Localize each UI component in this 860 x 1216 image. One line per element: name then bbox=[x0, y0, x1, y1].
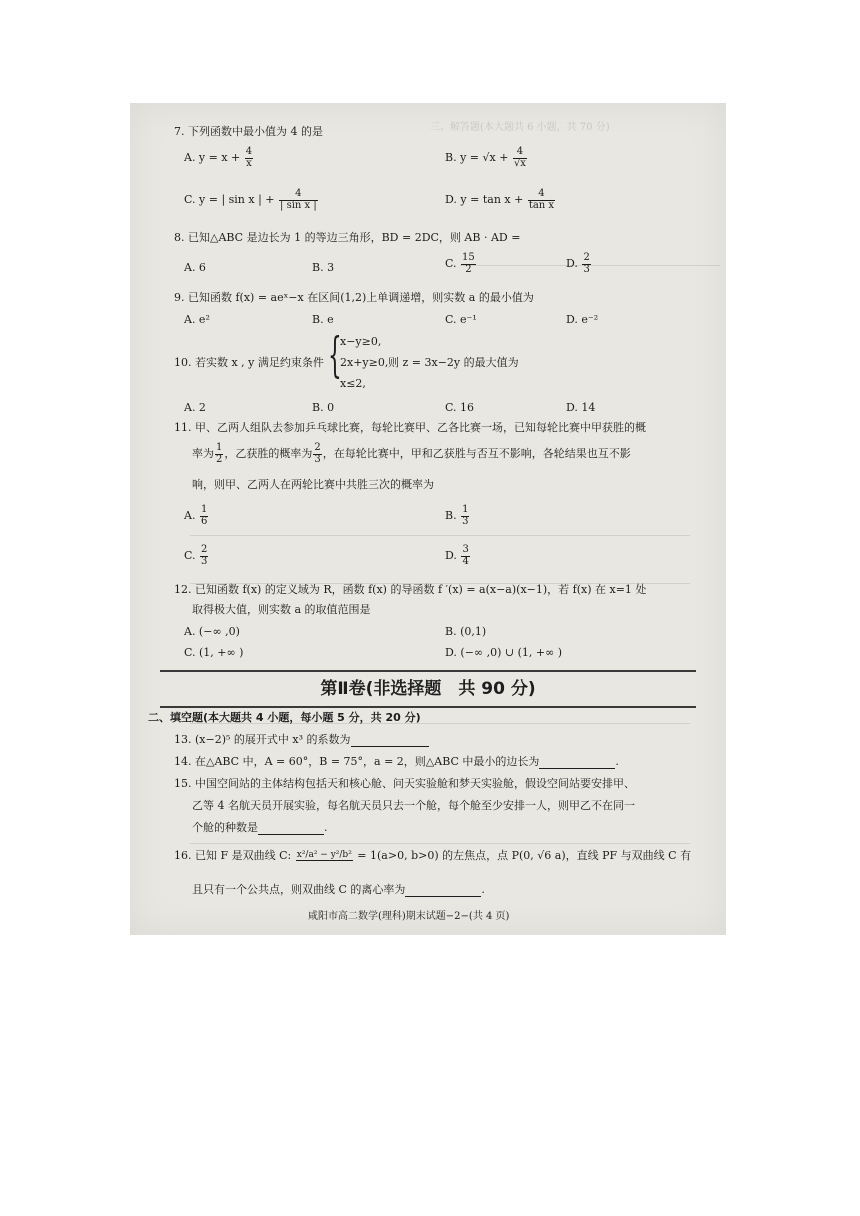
scanned-page bbox=[130, 103, 726, 935]
section-2-title: 第Ⅱ卷(非选择题 共 90 分) bbox=[160, 670, 696, 708]
bleed-through-text: 三、解答题(本大题共 6 小题，共 70 分) bbox=[430, 122, 610, 133]
q15-line-2: 乙等 4 名航天员开展实验，每名航天员只去一个舱，每个舱至少安排一人，则甲乙不在同一 bbox=[192, 799, 635, 812]
fraction: $\frac{1}{3}$ bbox=[462, 504, 469, 527]
q8-option-d: D. $\frac{2}{3}$ bbox=[566, 252, 590, 275]
fraction: $\frac{2}{3}$ bbox=[314, 442, 321, 465]
fraction: $\frac{1}{6}$ bbox=[200, 504, 208, 527]
q10-option-a: A. 2 bbox=[184, 401, 206, 414]
q15-line-1: 15. 中国空间站的主体结构包括天和核心舱、问天实验舱和梦天实验舱，假设空间站要安排甲、 bbox=[174, 777, 635, 790]
q11-option-c: C. $\frac{2}{3}$ bbox=[184, 544, 208, 567]
q9-option-d: D. e⁻² bbox=[566, 313, 599, 326]
q11-line-1: 11. 甲、乙两人组队去参加乒乓球比赛，每轮比赛甲、乙各比赛一场，已知每轮比赛中甲获胜的概 bbox=[174, 421, 646, 434]
q7-option-a: A. y = x + $\frac{4}{x}$ bbox=[184, 146, 253, 169]
q16-line-1: 16. 已知 F 是双曲线 C: x²/a² − y²/b² = 1(a>0, b>0) 的左焦点，点 P(0, √6 a)，直线 PF 与双曲线 C 有 bbox=[174, 849, 692, 862]
q8-option-a: A. 6 bbox=[184, 261, 206, 274]
q10-constraint-1: x−y≥0, bbox=[340, 335, 382, 348]
q7-option-c: C. y = | sin x | + $\frac{4}{\text{| sin x |}}$ bbox=[184, 188, 317, 211]
q11-line-3: 响，则甲、乙两人在两轮比赛中共胜三次的概率为 bbox=[192, 478, 434, 491]
q10-constraint-2: 2x+y≥0, bbox=[340, 356, 389, 369]
answer-blank bbox=[351, 746, 429, 747]
q11-option-d: D. $\frac{3}{4}$ bbox=[445, 544, 469, 567]
answer-blank bbox=[258, 834, 324, 835]
q13: 13. (x−2)⁵ 的展开式中 x³ 的系数为 bbox=[174, 733, 429, 747]
q9-option-c: C. e⁻¹ bbox=[445, 313, 477, 326]
fraction: $\frac{4}{√x}$ bbox=[513, 146, 526, 169]
q11-option-b: B. $\frac{1}{3}$ bbox=[445, 504, 469, 527]
fraction: $\frac{4}{\text{tan x}}$ bbox=[528, 188, 555, 211]
fraction: $\frac{1}{2}$ bbox=[216, 442, 223, 465]
fraction: $\frac{4}{\text{| sin x |}}$ bbox=[280, 188, 317, 211]
q11-line-2: 率为 $\frac{1}{2}$ ，乙获胜的概率为 $\frac{2}{3}$ ，在每轮比赛中，甲和乙获胜与否互不影响，各轮结果也互不影 bbox=[192, 442, 631, 465]
q10-option-b: B. 0 bbox=[312, 401, 335, 414]
fraction: $\frac{2}{3}$ bbox=[583, 252, 590, 275]
q15-line-3: 个舱的种数是 . bbox=[192, 821, 328, 834]
bleed-through-line bbox=[190, 843, 690, 844]
q12-option-c: C. (1, +∞ ) bbox=[184, 646, 244, 659]
q10-stem-pre: 10. 若实数 x , y 满足约束条件 bbox=[174, 356, 324, 369]
q10-option-d: D. 14 bbox=[566, 401, 596, 414]
q7-option-b: B. y = √x + $\frac{4}{√x}$ bbox=[445, 146, 526, 169]
q8-option-c: C. $\frac{15}{2}$ bbox=[445, 252, 475, 275]
fraction: x²/a² − y²/b² bbox=[296, 849, 352, 860]
q11-option-a: A. $\frac{1}{6}$ bbox=[184, 504, 208, 527]
q7-stem: 7. 下列函数中最小值为 4 的是 bbox=[174, 125, 323, 138]
bleed-through-line bbox=[190, 535, 690, 536]
page-footer: 咸阳市高二数学(理科)期末试题−2−(共 4 页) bbox=[308, 911, 510, 922]
answer-blank bbox=[539, 768, 615, 769]
fraction: $\frac{15}{2}$ bbox=[462, 252, 475, 275]
q8-option-b: B. 3 bbox=[312, 261, 335, 274]
q8-stem: 8. 已知△ABC 是边长为 1 的等边三角形，BD = 2DC，则 AB · AD = bbox=[174, 231, 521, 244]
q10-stem-post: 则 z = 3x−2y 的最大值为 bbox=[388, 356, 519, 369]
fraction: $\frac{4}{x}$ bbox=[245, 146, 253, 169]
q10-constraint-3: x≤2, bbox=[340, 377, 366, 390]
fill-in-heading: 二、填空题(本大题共 4 小题，每小题 5 分，共 20 分) bbox=[148, 711, 421, 724]
q10-option-c: C. 16 bbox=[445, 401, 475, 414]
fraction: $\frac{2}{3}$ bbox=[201, 544, 208, 567]
q12-option-d: D. (−∞ ,0) ∪ (1, +∞ ) bbox=[445, 646, 563, 659]
q12-option-a: A. (−∞ ,0) bbox=[184, 625, 240, 638]
q14: 14. 在△ABC 中，A = 60°，B = 75°，a = 2，则△ABC 中最小的边长为 . bbox=[174, 755, 619, 768]
q12-line-1: 12. 已知函数 f(x) 的定义域为 R，函数 f(x) 的导函数 f ′(x) = a(x−a)(x−1)，若 f(x) 在 x=1 处 bbox=[174, 583, 647, 596]
q9-stem: 9. 已知函数 f(x) = aeˣ−x 在区间(1,2)上单调递增，则实数 a 的最小值为 bbox=[174, 291, 534, 304]
fraction: $\frac{3}{4}$ bbox=[462, 544, 469, 567]
q7-option-d: D. y = tan x + $\frac{4}{\text{tan x}}$ bbox=[445, 188, 555, 211]
q12-line-2: 取得极大值，则实数 a 的取值范围是 bbox=[192, 603, 371, 616]
answer-blank bbox=[405, 896, 481, 897]
q9-option-a: A. e² bbox=[184, 313, 210, 326]
q9-option-b: B. e bbox=[312, 313, 334, 326]
constraint-brace: { bbox=[328, 327, 342, 383]
q12-option-b: B. (0,1) bbox=[445, 625, 487, 638]
q16-line-2: 且只有一个公共点，则双曲线 C 的离心率为 . bbox=[192, 883, 485, 896]
exam-content bbox=[130, 103, 726, 935]
